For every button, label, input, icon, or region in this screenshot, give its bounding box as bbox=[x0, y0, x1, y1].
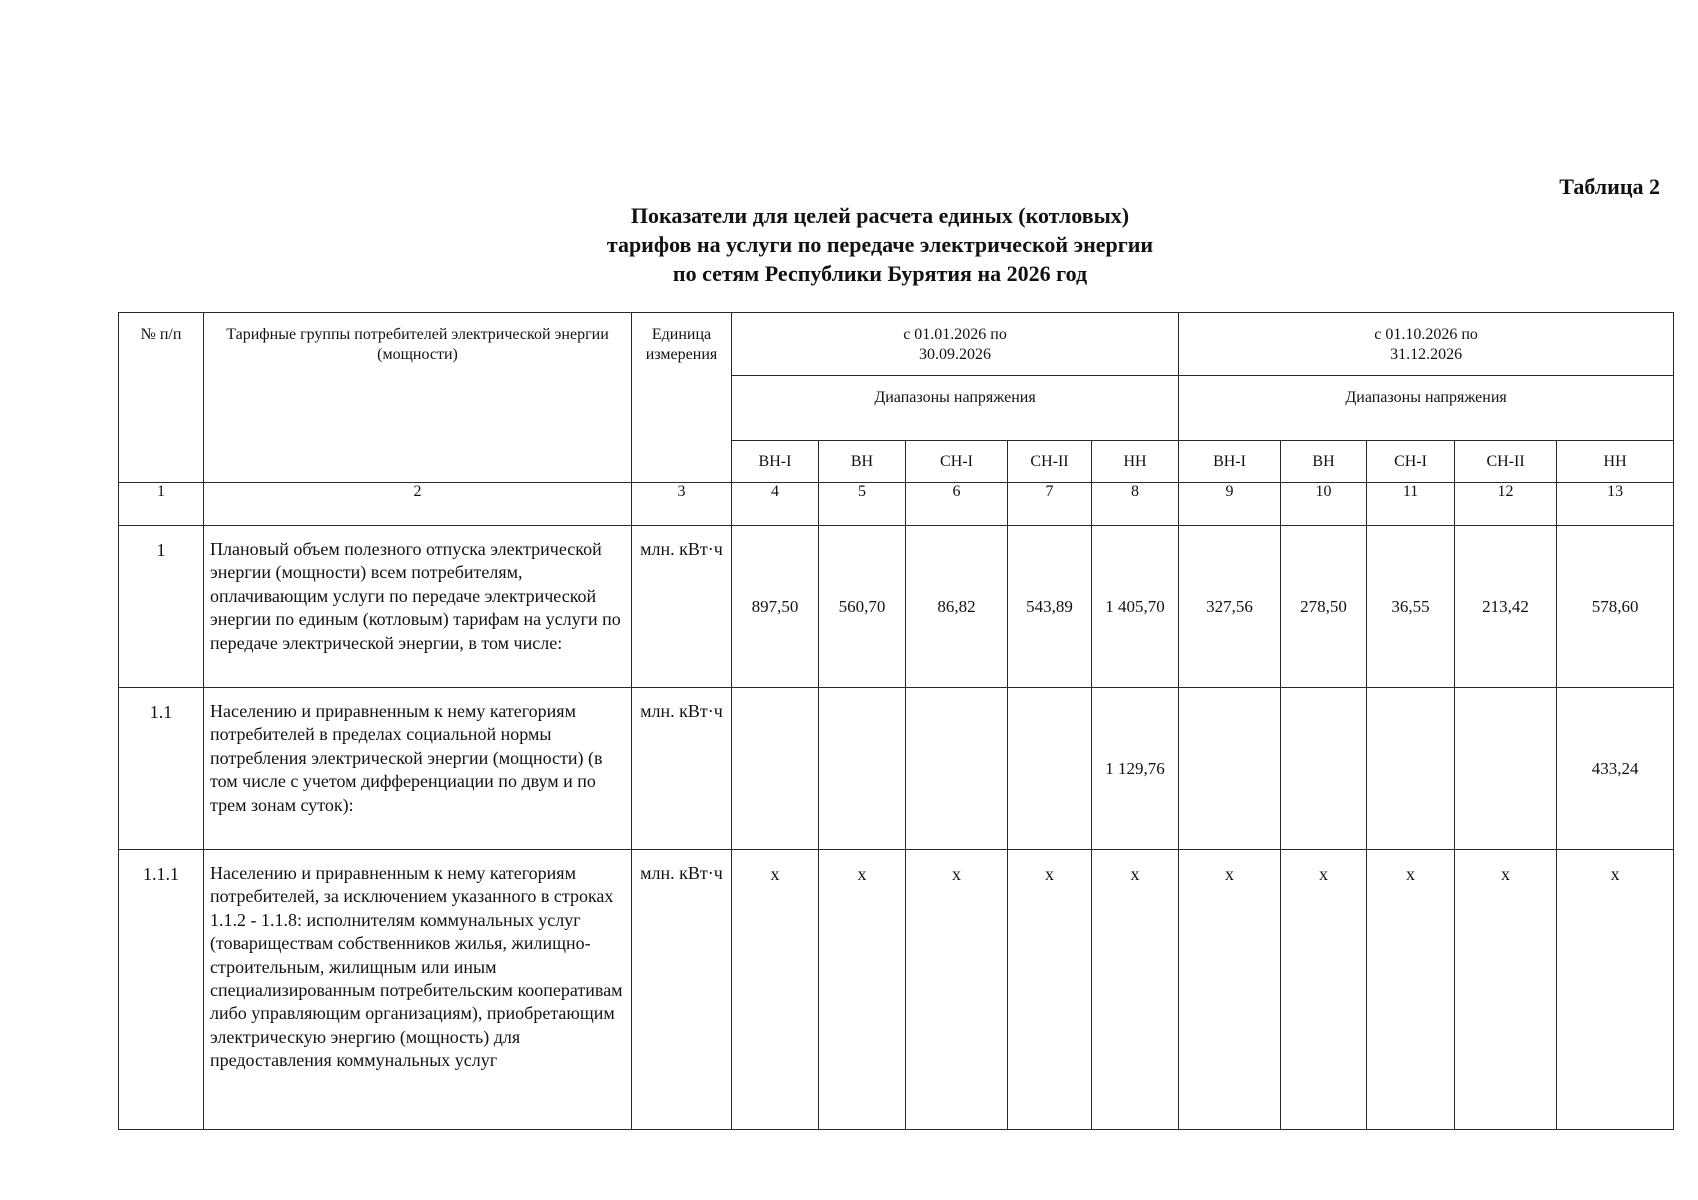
header-tariff-groups: Тарифные группы потребителей электрической энергии (мощности) bbox=[204, 313, 632, 483]
column-number: 12 bbox=[1455, 483, 1557, 526]
row-number: 1.1.1 bbox=[119, 850, 204, 1130]
column-number: 9 bbox=[1179, 483, 1281, 526]
column-number: 10 bbox=[1281, 483, 1367, 526]
value-cell: 278,50 bbox=[1281, 526, 1367, 688]
column-number: 6 bbox=[906, 483, 1008, 526]
value-cell: 1 405,70 bbox=[1092, 526, 1179, 688]
row-unit: млн. кВт·ч bbox=[632, 688, 732, 850]
value-cell: х bbox=[732, 850, 819, 1130]
header-level: СН-I bbox=[1367, 441, 1455, 483]
header-voltage-ranges-1: Диапазоны напряжения bbox=[732, 376, 1179, 441]
value-cell: х bbox=[1281, 850, 1367, 1130]
title-line: Показатели для целей расчета единых (котловых) bbox=[630, 203, 1130, 228]
value-cell: 897,50 bbox=[732, 526, 819, 688]
row-description: Населению и приравненным к нему категориям потребителей в пределах социальной нормы потребления электрической энергии (мощности) (в том числе с учетом дифференциации по двум и по трем зонам суток): bbox=[204, 688, 632, 850]
value-cell: х bbox=[1008, 850, 1092, 1130]
column-number: 2 bbox=[204, 483, 632, 526]
header-voltage-ranges-2: Диапазоны напряжения bbox=[1179, 376, 1674, 441]
header-level: НН bbox=[1092, 441, 1179, 483]
value-cell: х bbox=[1092, 850, 1179, 1130]
table-row bbox=[119, 688, 1674, 850]
header-level: СН-II bbox=[1455, 441, 1557, 483]
row-description: Плановый объем полезного отпуска электрической энергии (мощности) всем потребителям, оплачивающим услуги по передаче электрической энергии по единым (котловым) тарифам на услуги по передаче электрической энергии, в том числе: bbox=[204, 526, 632, 688]
row-number: 1.1 bbox=[119, 688, 204, 850]
value-cell: 36,55 bbox=[1367, 526, 1455, 688]
value-cell bbox=[1455, 688, 1557, 850]
header-period-1: с 01.01.2026 по 30.09.2026 bbox=[732, 313, 1179, 376]
value-cell bbox=[1008, 688, 1092, 850]
header-level: ВН bbox=[1281, 441, 1367, 483]
value-cell bbox=[1367, 688, 1455, 850]
header-unit: Единица измерения bbox=[632, 313, 732, 483]
value-cell: х bbox=[1557, 850, 1674, 1130]
title-line: по сетям Республики Бурятия на 2026 год bbox=[672, 261, 1088, 286]
value-cell: х bbox=[1455, 850, 1557, 1130]
row-number: 1 bbox=[119, 526, 204, 688]
row-description: Населению и приравненным к нему категориям потребителей, за исключением указанного в строках 1.1.2 - 1.1.8: исполнителям коммунальных услуг (товариществам собственников жилья, жилищно-строительным, жилищным или иным специализированным потребительским кооперативам либо управляющим организациям), приобретающим электрическую энергию (мощность) для предоставления коммунальных услуг bbox=[204, 850, 632, 1130]
header-number: № п/п bbox=[119, 313, 204, 483]
header-level: СН-I bbox=[906, 441, 1008, 483]
header-level: ВН-I bbox=[1179, 441, 1281, 483]
value-cell: 560,70 bbox=[819, 526, 906, 688]
title-line: тарифов на услуги по передаче электрической энергии bbox=[606, 232, 1154, 257]
column-number: 11 bbox=[1367, 483, 1455, 526]
value-cell: 543,89 bbox=[1008, 526, 1092, 688]
document-title bbox=[460, 201, 1300, 288]
row-unit: млн. кВт·ч bbox=[632, 850, 732, 1130]
column-number: 13 bbox=[1557, 483, 1674, 526]
column-number: 8 bbox=[1092, 483, 1179, 526]
column-number: 7 bbox=[1008, 483, 1092, 526]
header-level: ВН-I bbox=[732, 441, 819, 483]
value-cell: х bbox=[819, 850, 906, 1130]
value-cell: х bbox=[906, 850, 1008, 1130]
value-cell: 327,56 bbox=[1179, 526, 1281, 688]
table-row bbox=[119, 850, 1674, 1130]
column-number: 4 bbox=[732, 483, 819, 526]
value-cell bbox=[732, 688, 819, 850]
header-level: ВН bbox=[819, 441, 906, 483]
header-level: НН bbox=[1557, 441, 1674, 483]
column-number: 1 bbox=[119, 483, 204, 526]
table-label: Таблица 2 bbox=[1559, 174, 1660, 199]
column-number: 3 bbox=[632, 483, 732, 526]
header-period-2: с 01.10.2026 по 31.12.2026 bbox=[1179, 313, 1674, 376]
row-unit: млн. кВт·ч bbox=[632, 526, 732, 688]
value-cell: 1 129,76 bbox=[1092, 688, 1179, 850]
value-cell: х bbox=[1179, 850, 1281, 1130]
value-cell: 213,42 bbox=[1455, 526, 1557, 688]
value-cell: 578,60 bbox=[1557, 526, 1674, 688]
value-cell bbox=[1281, 688, 1367, 850]
tariff-table bbox=[118, 312, 1674, 1130]
value-cell: х bbox=[1367, 850, 1455, 1130]
column-number: 5 bbox=[819, 483, 906, 526]
table-row bbox=[119, 526, 1674, 688]
value-cell bbox=[1179, 688, 1281, 850]
value-cell: 433,24 bbox=[1557, 688, 1674, 850]
value-cell bbox=[906, 688, 1008, 850]
value-cell: 86,82 bbox=[906, 526, 1008, 688]
value-cell bbox=[819, 688, 906, 850]
header-level: СН-II bbox=[1008, 441, 1092, 483]
